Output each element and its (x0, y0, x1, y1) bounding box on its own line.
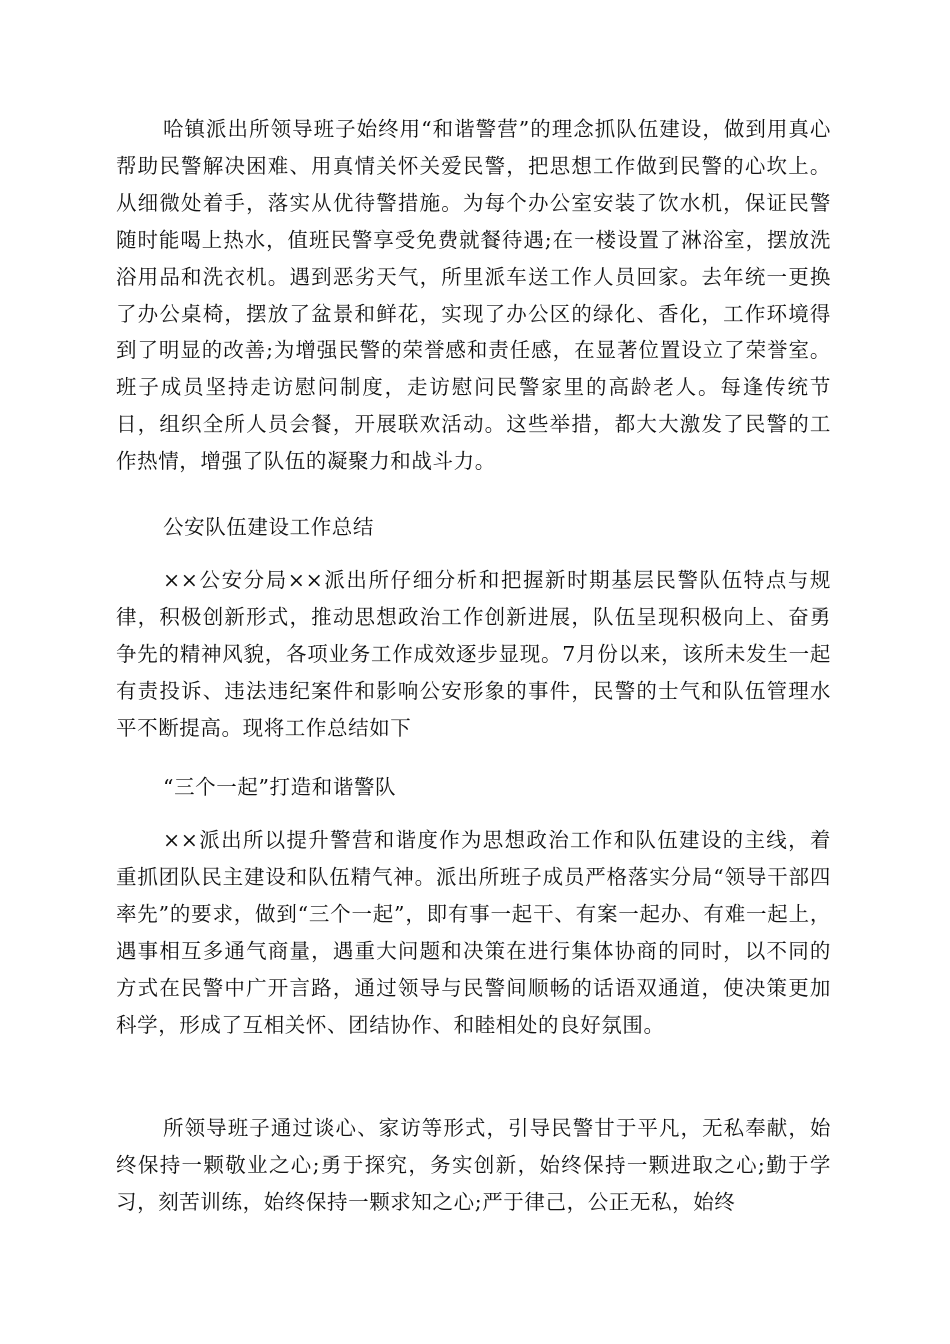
body-paragraph: ××公安分局××派出所仔细分析和把握新时期基层民警队伍特点与规律，积极创新形式，推动思想政治工作创新进展，队伍呈现积极向上、奋勇争先的精神风貌，各项业务工作成效逐步显现。7月份以来，该所未发生一起有责投诉、违法违纪案件和影响公安形象的事件，民警的士气和队伍管理水平不断提高。现将工作总结如下 (116, 568, 831, 740)
body-paragraph: ××派出所以提升警营和谐度作为思想政治工作和队伍建设的主线，着重抓团队民主建设和队伍精气神。派出所班子成员严格落实分局“领导干部四率先”的要求，做到“三个一起”，即有事一起干、有案一起办、有难一起上，遇事相互多通气商量，遇重大问题和决策在进行集体协商的同时，以不同的方式在民警中广开言路，通过领导与民警间顺畅的话语双通道，使决策更加科学，形成了互相关怀、团结协作、和睦相处的良好氛围。 (116, 828, 831, 1037)
section-heading: 公安队伍建设工作总结 (163, 515, 374, 539)
body-paragraph: 哈镇派出所领导班子始终用“和谐警营”的理念抓队伍建设，做到用真心帮助民警解决困难、用真情关怀关爱民警，把思想工作做到民警的心坎上。从细微处着手，落实从优待警措施。为每个办公室安装了饮水机，保证民警随时能喝上热水，值班民警享受免费就餐待遇;在一楼设置了淋浴室，摆放洗浴用品和洗衣机。遇到恶劣天气，所里派车送工作人员回家。去年统一更换了办公桌椅，摆放了盆景和鲜花，实现了办公区的绿化、香化，工作环境得到了明显的改善;为增强民警的荣誉感和责任感，在显著位置设立了荣誉室。班子成员坚持走访慰问制度，走访慰问民警家里的高龄老人。每逢传统节日，组织全所人员会餐，开展联欢活动。这些举措，都大大激发了民警的工作热情，增强了队伍的凝聚力和战斗力。 (116, 117, 831, 474)
body-paragraph: 所领导班子通过谈心、家访等形式，引导民警甘于平凡，无私奉献，始终保持一颗敬业之心;勇于探究，务实创新，始终保持一颗进取之心;勤于学习，刻苦训练，始终保持一颗求知之心;严于律己，公正无私，始终 (116, 1116, 831, 1214)
section-subheading: “三个一起”打造和谐警队 (163, 775, 397, 799)
